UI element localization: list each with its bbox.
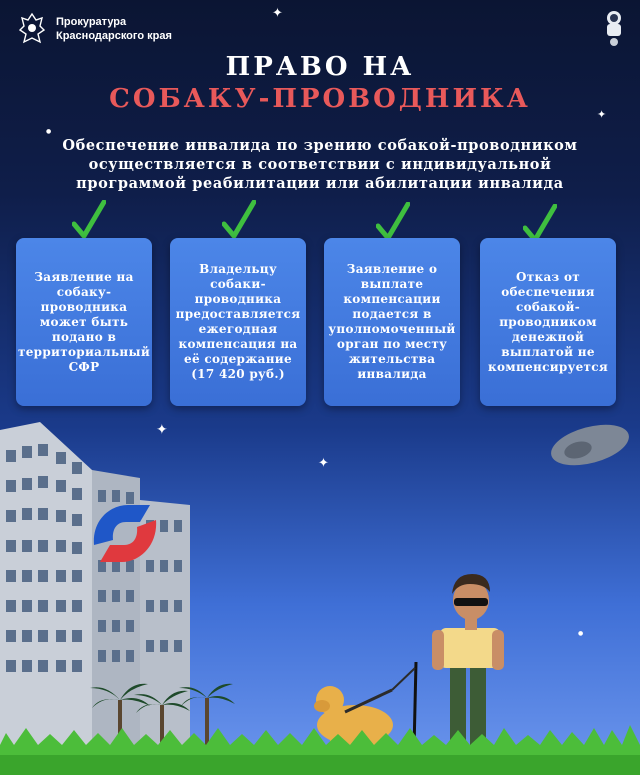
subtitle-line1: Обеспечение инвалида по зрению собакой-проводником: [62, 137, 578, 154]
check-icon: [72, 200, 106, 240]
info-card-1: [16, 238, 152, 406]
subtitle-line3: программой реабилитации или абилитации инвалида: [76, 175, 564, 192]
star-icon: ●: [578, 630, 584, 637]
org-name-line1: Прокуратура: [56, 16, 127, 28]
org-name-line2: Краснодарского края: [56, 30, 172, 42]
spaceship-icon: [547, 417, 634, 472]
check-icon: [376, 202, 410, 242]
emblem-icon: [18, 12, 46, 46]
org-name: [56, 15, 172, 43]
star-icon: ✦: [272, 6, 283, 21]
star-icon: ●: [46, 128, 52, 135]
star-icon: ✦: [318, 456, 329, 471]
info-card-4: [480, 238, 616, 406]
building: [0, 422, 190, 745]
info-card-text: Заявление на собаку-проводника может быть подано в территориальный СФР: [17, 269, 151, 374]
star-icon: ✦: [156, 422, 168, 438]
info-card-text: Отказ от обеспечения собакой-проводником денежной выплатой не компенсируется: [488, 269, 609, 374]
info-card-text: Владельцу собаки-проводника предоставляется ежегодная компенсация на её содержание (17 420 руб.): [175, 262, 301, 381]
info-card-3: [324, 238, 460, 406]
subtitle-line2: осуществляется в соответствии с индивидуальной: [88, 156, 552, 173]
page-title-line2: СОБАКУ-ПРОВОДНИКА: [109, 84, 531, 114]
subtitle: [40, 136, 600, 193]
star-icon: ✦: [597, 108, 607, 121]
page-title-line1: ПРАВО НА: [225, 52, 415, 82]
info-card-text: Заявление о выплате компенсации подается в уполномоченный орган по месту жительства инвалида: [328, 262, 456, 381]
header: [18, 12, 172, 46]
check-icon: [222, 200, 256, 240]
person-figure: [414, 574, 504, 750]
astronaut-icon: [600, 8, 628, 46]
info-card-2: [170, 238, 306, 406]
